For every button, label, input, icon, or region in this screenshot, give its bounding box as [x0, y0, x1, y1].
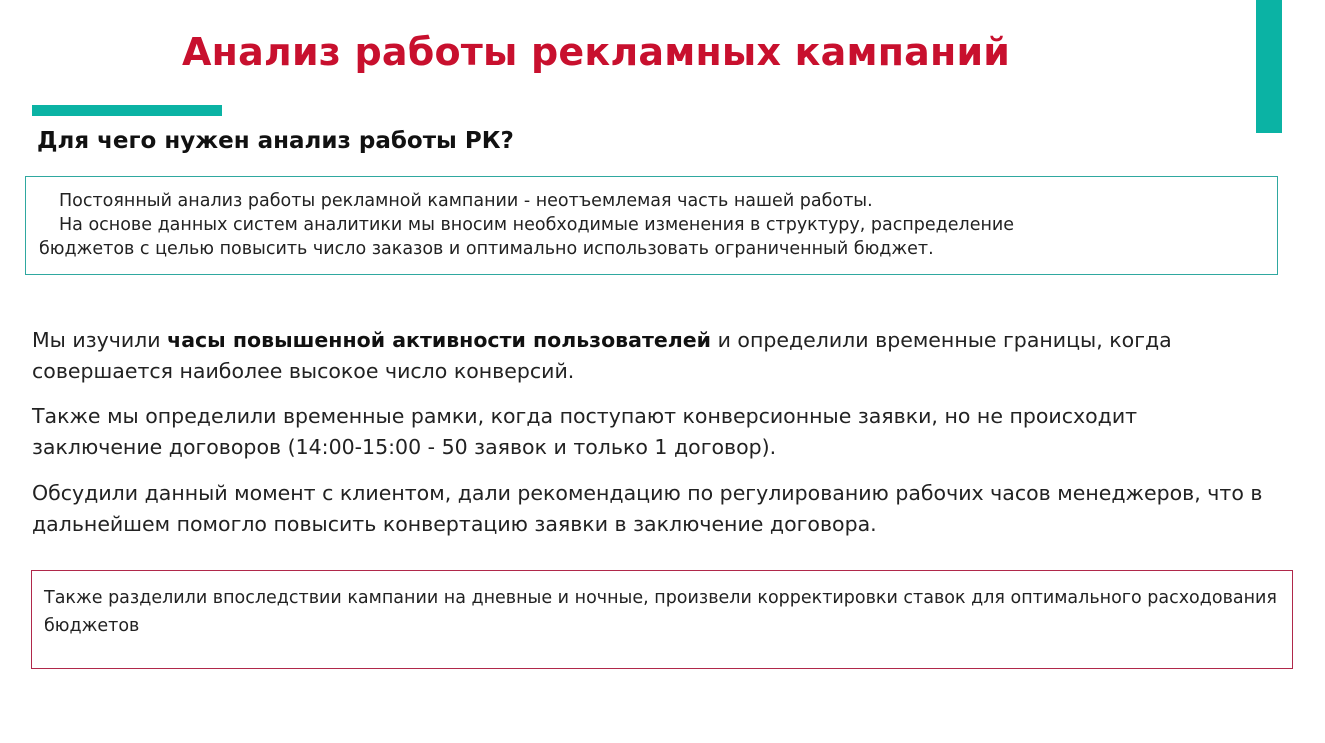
- accent-bar-left: [32, 105, 222, 116]
- paragraph-activity-hours-start: Мы изучили: [32, 328, 168, 352]
- slide-title: Анализ работы рекламных кампаний: [182, 30, 1011, 74]
- paragraph-activity-hours: [32, 325, 1272, 387]
- paragraph-activity-hours-highlight: часы повышенной активности пользователей: [167, 328, 712, 352]
- paragraph-client-discussion: Обсудили данный момент с клиентом, дали рекомендацию по регулированию рабочих часов менеджеров, что в дальнейшем помогло повысить конвертацию заявки в заключение договора.: [32, 481, 1263, 536]
- paragraph-activity-hours-end: и определили временные границы, когда совершается наиболее высокое число конверсий.: [32, 328, 1172, 383]
- intro-line-3: бюджетов с целью повысить число заказов и оптимально использовать ограниченный бюджет.: [39, 239, 934, 259]
- section-subtitle: Для чего нужен анализ работы РК?: [37, 128, 514, 154]
- intro-line-2: На основе данных систем аналитики мы вносим необходимые изменения в структуру, распределение: [59, 215, 1015, 235]
- note-box: [31, 570, 1293, 669]
- intro-line-1: Постоянный анализ работы рекламной кампании - неотъемлемая часть нашей работы.: [59, 191, 873, 211]
- paragraph-time-frames: Также мы определили временные рамки, когда поступают конверсионные заявки, но не происходит заключение договоров (14:00-15:00 - 50 заявок и только 1 договор).: [32, 404, 1138, 459]
- intro-box: [25, 176, 1278, 275]
- note-text: Также разделили впоследствии кампании на дневные и ночные, произвели корректировки ставок для оптимального расходования бюджетов: [44, 588, 1277, 636]
- accent-bar-right: [1256, 0, 1282, 133]
